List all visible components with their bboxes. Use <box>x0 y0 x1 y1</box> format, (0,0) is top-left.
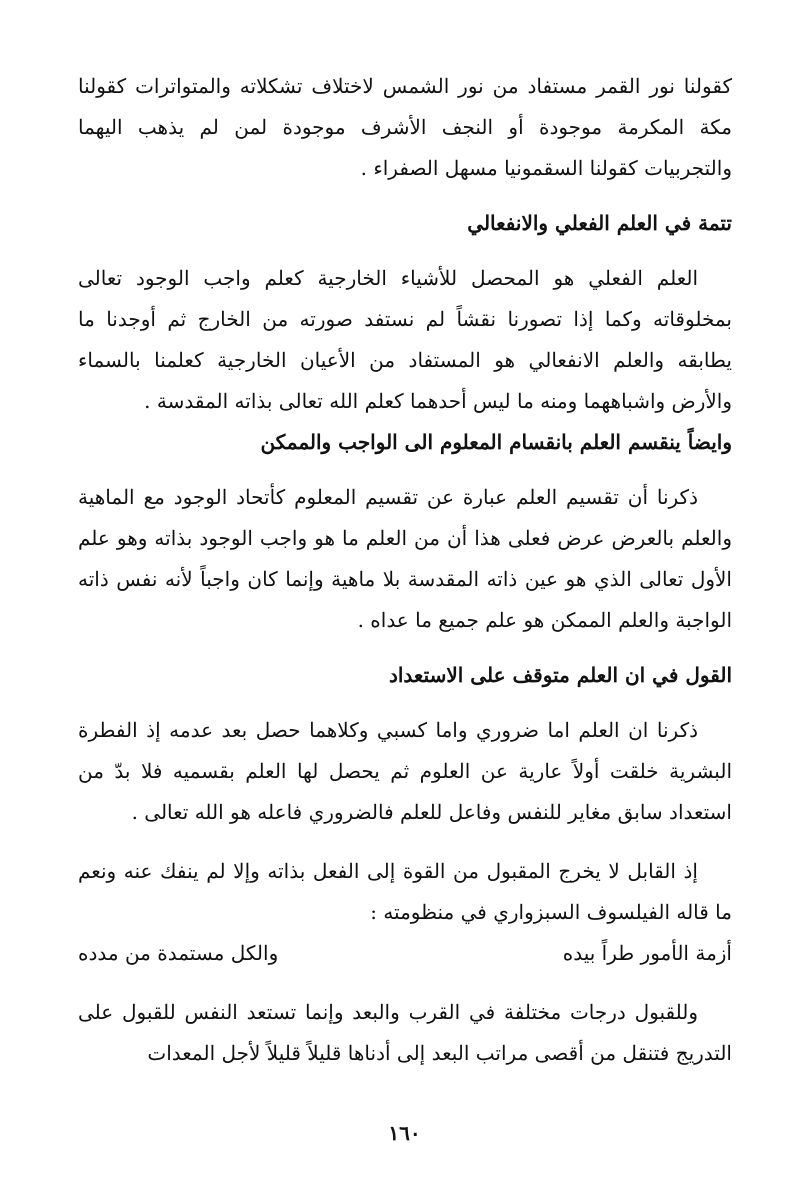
verse-first-hemistich: أزمة الأمور طراً بيده <box>562 941 732 965</box>
verse-second-hemistich: والكل مستمدة من مدده <box>78 941 279 965</box>
heading-knowledge-readiness: القول في ان العلم متوقف على الاستعداد <box>388 663 732 687</box>
page-body <box>78 66 732 1074</box>
heading-knowledge-division: وايضاً ينقسم العلم بانقسام المعلوم الى الواجب والممكن <box>260 430 732 454</box>
paragraph-5: إذ القابل لا يخرج المقبول من القوة إلى الفعل بذاته وإلا لم ينفك عنه ونعم ما قاله الفيلسوف السبزواري في منظومته : <box>78 859 732 924</box>
paragraph-6: وللقبول درجات مختلفة في القرب والبعد وإنما تستعد النفس للقبول على التدريج فتنقل من أقصى مراتب البعد إلى أدناها قليلاً قليلاً لأجل المعدات <box>78 1000 732 1065</box>
paragraph-3: ذكرنا أن تقسيم العلم عبارة عن تقسيم المعلوم كأتحاد الوجود مع الماهية والعلم بالعرض عرض فعلى هذا أن من العلم ما هو واجب الوجود بذاته وهو علم الأول تعالى الذي هو عين ذاته المقدسة بلا ماهية وإنما كان واجباً لأنه نفس ذاته الواجبة والعلم الممكن هو علم جميع ما عداه . <box>78 485 732 632</box>
heading-active-passive-knowledge: تتمة في العلم الفعلي والانفعالي <box>467 211 732 235</box>
paragraph-1: كقولنا نور القمر مستفاد من نور الشمس لاختلاف تشكلاته والمتواترات كقولنا مكة المكرمة موجودة أو النجف الأشرف موجودة لمن لم يذهب اليهما والتجربيات كقولنا السقمونيا مسهل الصفراء . <box>78 74 732 180</box>
paragraph-4: ذكرنا ان العلم اما ضروري واما كسبي وكلاهما حصل بعد عدمه إذ الفطرة البشرية خلقت أولاً عارية عن العلوم ثم يحصل لها العلم بقسميه فلا بدّ من استعداد سابق مغاير للنفس وفاعل للعلم فالضروري فاعله هو الله تعالى . <box>78 718 732 824</box>
poem-verse <box>78 933 732 974</box>
paragraph-2: العلم الفعلي هو المحصل للأشياء الخارجية كعلم واجب الوجود تعالى بمخلوقاته وكما إذا تصورنا نقشاً لم نستفد صورته من الخارج ثم أوجدنا ما يطابقه والعلم الانفعالي هو المستفاد من الأعيان الخارجية كعلمنا بالسماء والأرض واشباههما ومنه ما ليس أحدهما كعلم الله تعالى بذاته المقدسة . <box>78 266 732 413</box>
page-number: ١٦٠ <box>388 1121 421 1145</box>
